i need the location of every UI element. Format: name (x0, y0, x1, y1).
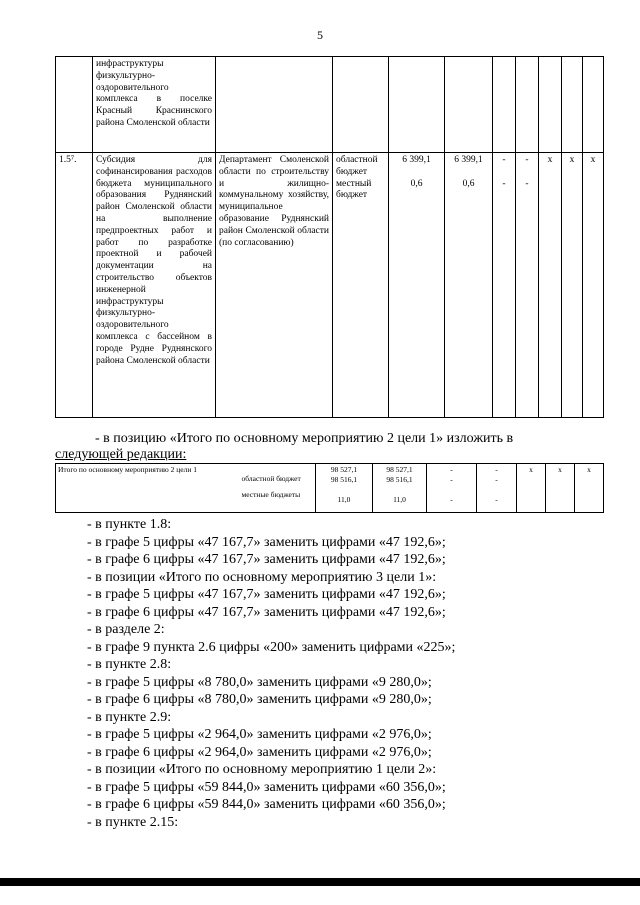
source-regional: областной бюджет (241, 474, 301, 483)
dash-value: - (495, 465, 498, 474)
list-item: - в пункте 2.8: (87, 657, 172, 672)
dash-value: - (495, 495, 498, 504)
list-item: - в пункте 2.15: (87, 814, 179, 830)
x-cell: x (583, 153, 604, 418)
total-cell (389, 153, 445, 418)
list-item: - в графе 6 цифры «47 167,7» заменить цифрами «47 192,6»; (87, 552, 446, 567)
dash-value: - (525, 178, 529, 189)
list-item: - в позиции «Итого по основному мероприятию 3 цели 1»: (87, 569, 437, 585)
executor-cell: Департамент Смоленской области по строительству и жилищно-коммунальному хозяйству, муниципальное образование Руднянский район Смоленской области (по согласованию) (216, 153, 333, 418)
year3-cell (516, 153, 539, 418)
table-row (56, 57, 604, 153)
funding-source-cell: областной бюджет местный бюджет (333, 153, 389, 418)
year1-cell (445, 153, 493, 418)
dash-value: - (450, 465, 453, 474)
instruction-text-continued: следующей редакции: (55, 447, 187, 462)
list-item: - в графе 5 цифры «59 844,0» заменить цифрами «60 356,0»; (87, 779, 446, 795)
year-value: 11,0 (393, 495, 406, 504)
list-item: - в пункте 1.8: (87, 517, 172, 532)
total-value: 98 516,1 (330, 475, 358, 484)
year1-regional-value: 6 399,1 (454, 155, 483, 165)
source-local: местные бюджеты (241, 490, 301, 499)
instruction-paragraph (55, 431, 605, 463)
x-cell: x (546, 464, 575, 513)
row-name-cell: Субсидия для софинансирования расходов бюджета муниципального образования Руднянский район Смоленской области на выполнение предпроектных работ и работ по разработке проектной и рабочей документации на строительство объектов инженерной инфраструктуры физкультурно-оздоровительного комплекса с бассейном в городе Рудне Руднянского района Смоленской области (93, 153, 216, 418)
list-item: - в позиции «Итого по основному мероприятию 1 цели 2»: (87, 762, 437, 777)
list-item: - в разделе 2: (87, 622, 165, 637)
list-item: - в графе 6 цифры «59 844,0» заменить цифрами «60 356,0»; (87, 797, 446, 812)
dash-value: - (450, 475, 453, 484)
list-item: - в графе 5 цифры «8 780,0» заменить цифрами «9 280,0»; (87, 674, 432, 690)
list-item: - в графе 6 цифры «2 964,0» заменить цифрами «2 976,0»; (87, 744, 432, 760)
year-value: 98 527,1 (386, 465, 413, 474)
amendment-list (87, 516, 455, 831)
page-number: 5 (317, 28, 323, 42)
total-regional-value: 6 399,1 (402, 155, 431, 165)
scan-edge-bar (0, 878, 640, 886)
total-value: 11,0 (337, 495, 351, 504)
year1-local-value: 0,6 (462, 178, 475, 189)
x-cell: x (562, 153, 583, 418)
list-item: - в графе 9 пункта 2.6 цифры «200» заменить цифрами «225»; (87, 639, 456, 655)
table-row (56, 153, 604, 418)
year2-cell (493, 153, 516, 418)
year-value: 98 516,1 (386, 475, 413, 484)
totals-table (55, 463, 604, 513)
program-table (55, 56, 604, 418)
dash-value: - (502, 155, 506, 165)
dash-value: - (525, 155, 529, 165)
total-value: 98 527,1 (330, 465, 358, 474)
list-item: - в графе 5 цифры «2 964,0» заменить цифрами «2 976,0»; (87, 727, 432, 742)
list-item: - в графе 6 цифры «47 167,7» заменить цифрами «47 192,6»; (87, 604, 446, 620)
list-item: - в пункте 2.9: (87, 709, 172, 725)
x-cell: x (517, 464, 546, 513)
x-cell: x (539, 153, 562, 418)
totals-title: Итого по основному мероприятию 2 цели 1 (56, 464, 240, 513)
row-name-cell: инфраструктуры физкультурно-оздоровительного комплекса в поселке Красный Краснинского района Смоленской области (93, 57, 216, 153)
x-cell: x (575, 464, 604, 513)
list-item: - в графе 6 цифры «8 780,0» заменить цифрами «9 280,0»; (87, 692, 432, 707)
list-item: - в графе 5 цифры «47 167,7» заменить цифрами «47 192,6»; (87, 534, 446, 550)
list-item: - в графе 5 цифры «47 167,7» заменить цифрами «47 192,6»; (87, 587, 446, 602)
dash-value: - (502, 178, 506, 189)
instruction-text: - в позицию «Итого по основному мероприятию 2 цели 1» изложить в (95, 431, 514, 446)
dash-value: - (495, 475, 498, 484)
dash-value: - (450, 495, 453, 504)
table-row (56, 464, 604, 513)
total-local-value: 0,6 (410, 178, 423, 189)
row-number-cell: 1.5⁷. (56, 153, 93, 418)
